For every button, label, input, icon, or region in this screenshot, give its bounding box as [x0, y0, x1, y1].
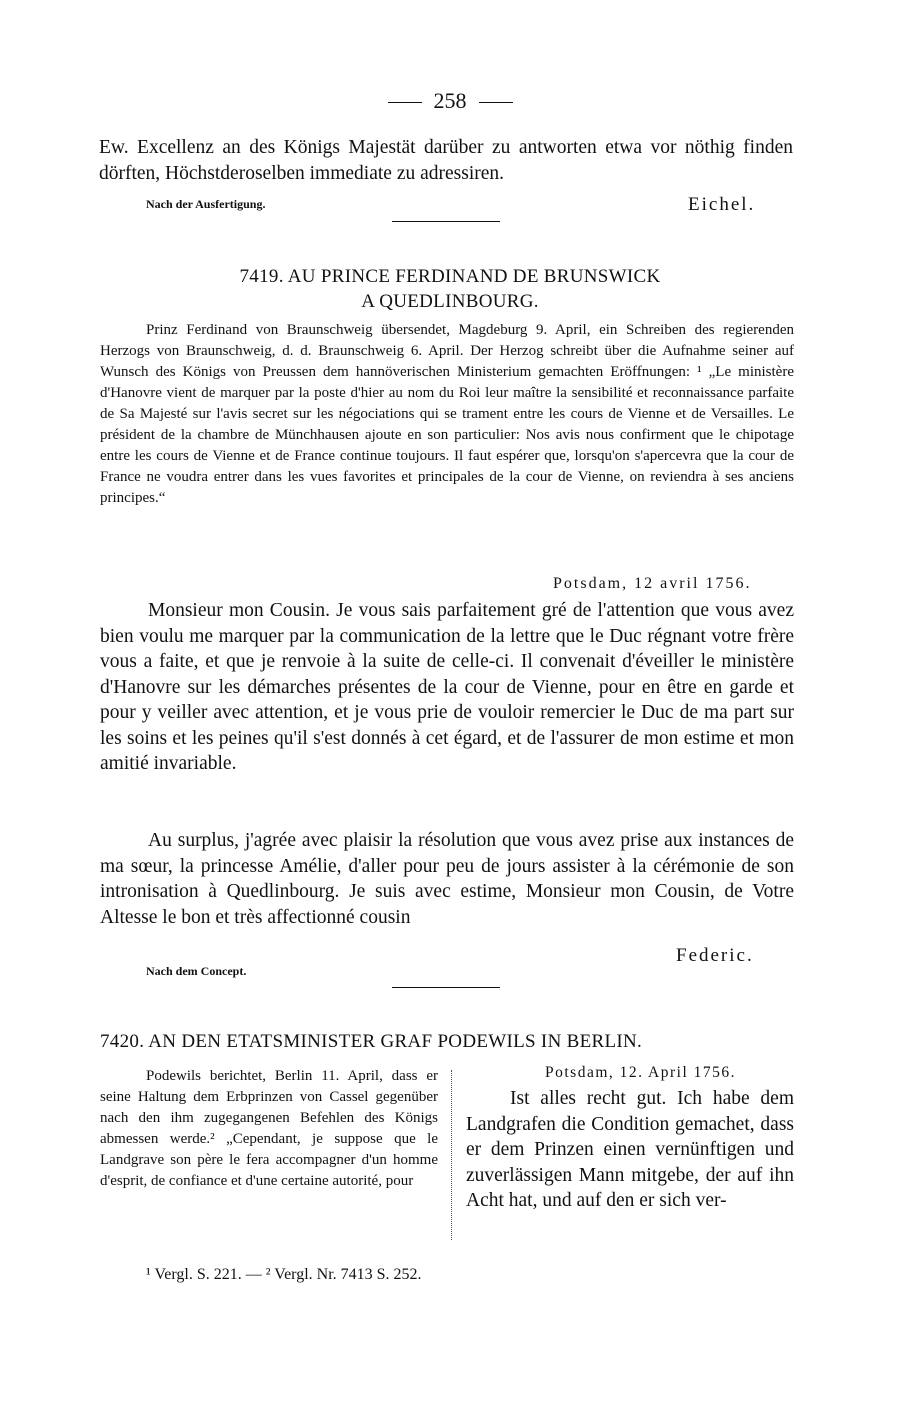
separator-rule — [392, 221, 500, 222]
top-source-note: Nach der Ausfertigung. — [146, 197, 266, 211]
doc-7419-number: 7419. — [239, 266, 284, 287]
doc-7420-number: 7420. — [100, 1031, 145, 1052]
doc-7419-heading — [100, 264, 800, 314]
separator-rule-2 — [392, 987, 500, 988]
doc-7420-right-column: Ist alles recht gut. Ich habe dem Landgrafen die Condition gemachet, dass er dem Prinzen einen vernünftigen und zuverlässigen Mann mitgebe, der auf ihn Acht hat, und auf den er sich ver- — [466, 1088, 794, 1211]
doc-7419-source-note: Nach dem Concept. — [146, 964, 247, 978]
doc-7420-heading — [100, 1029, 800, 1054]
doc-7420-dateline: Potsdam, 12. April 1756. — [545, 1064, 737, 1081]
doc-7419-paragraph-2: Au surplus, j'agrée avec plaisir la résolution que vous avez prise aux instances de ma sœur, la princesse Amélie, d'aller pour peu de jours assister à la cérémonie de son intronisation à Quedlinbourg. Je suis avec estime, Monsieur mon Cousin, de Votre Altesse le bon et très affectionné cousin — [100, 830, 794, 928]
dash-right — [479, 102, 513, 103]
page-number: 258 — [433, 88, 467, 113]
page-number-row — [0, 88, 900, 114]
doc-7419-heading-line1: AU PRINCE FERDINAND DE BRUNSWICK — [287, 266, 661, 287]
top-signature: Eichel. — [688, 194, 756, 215]
doc-7419-summary: Prinz Ferdinand von Braunschweig übersendet, Magdeburg 9. April, ein Schreiben des regierenden Herzogs von Braunschweig, d. d. Braunschweig 6. April. Der Herzog schreibt über die Aufnahme seiner auf Wunsch des Königs von Preussen dem hannöverischen Ministerium gemachten Eröffnungen: ¹ „Le ministère d'Hanovre vient de marquer par la poste d'hier au nom du Roi leur maître la sensibilité et reconnaissance parfaite de Sa Majesté sur l'avis secret sur les négociations qui se trament entre les cours de Vienne et de Versailles. Le président de la chambre de Münchhausen ajoute en son particulier: Nos avis nous confirment que le chipotage entre les cours de Vienne et de France continue toujours. Il faut espérer que, lorsqu'on s'apercevra que la cour de France ne voudra entrer dans les vues favorites et principales de la cour de Vienne, on reviendra à ses anciens principes.“ — [100, 322, 794, 506]
doc-7420-left-column: Podewils berichtet, Berlin 11. April, dass er seine Haltung dem Erbprinzen von Cassel gegenüber nach den ihm zugegangenen Befehlen des Königs abmessen werde.² „Cependant, je suppose que le Landgrave son père le fera accompagner d'un homme d'esprit, de confiance et d'une certaine autorité, pour — [100, 1068, 438, 1189]
doc-7419-signature: Federic. — [676, 945, 754, 966]
top-paragraph: Ew. Excellenz an des Königs Majestät darüber zu antworten etwa vor nöthig finden dörften, Höchstderoselben immediate zu adressiren. — [99, 137, 793, 184]
footnotes: ¹ Vergl. S. 221. — ² Vergl. Nr. 7413 S. 252. — [146, 1266, 422, 1283]
doc-7419-paragraph-1: Monsieur mon Cousin. Je vous sais parfaitement gré de l'attention que vous avez bien voulu me marquer par la communication de la lettre que le Duc régnant votre frère vous a faite, et que je renvoie à la suite de celle-ci. Il convenait d'éveiller le ministère d'Hanovre sur les démarches présentes de la cour de Vienne, pour en être en garde et pour y veiller avec attention, et je vous prie de vouloir remercier le Duc de ma part sur les soins et les peines qu'il s'est donnés à cet égard, et de l'assurer de mon estime et mon amitié invariable. — [100, 600, 794, 774]
doc-7419-heading-line2: A QUEDLINBOURG. — [361, 291, 539, 312]
doc-7419-dateline: Potsdam, 12 avril 1756. — [553, 575, 752, 592]
doc-7420-title: AN DEN ETATSMINISTER GRAF PODEWILS IN BERLIN. — [148, 1031, 643, 1052]
column-separator — [451, 1070, 452, 1240]
dash-left — [388, 102, 422, 103]
